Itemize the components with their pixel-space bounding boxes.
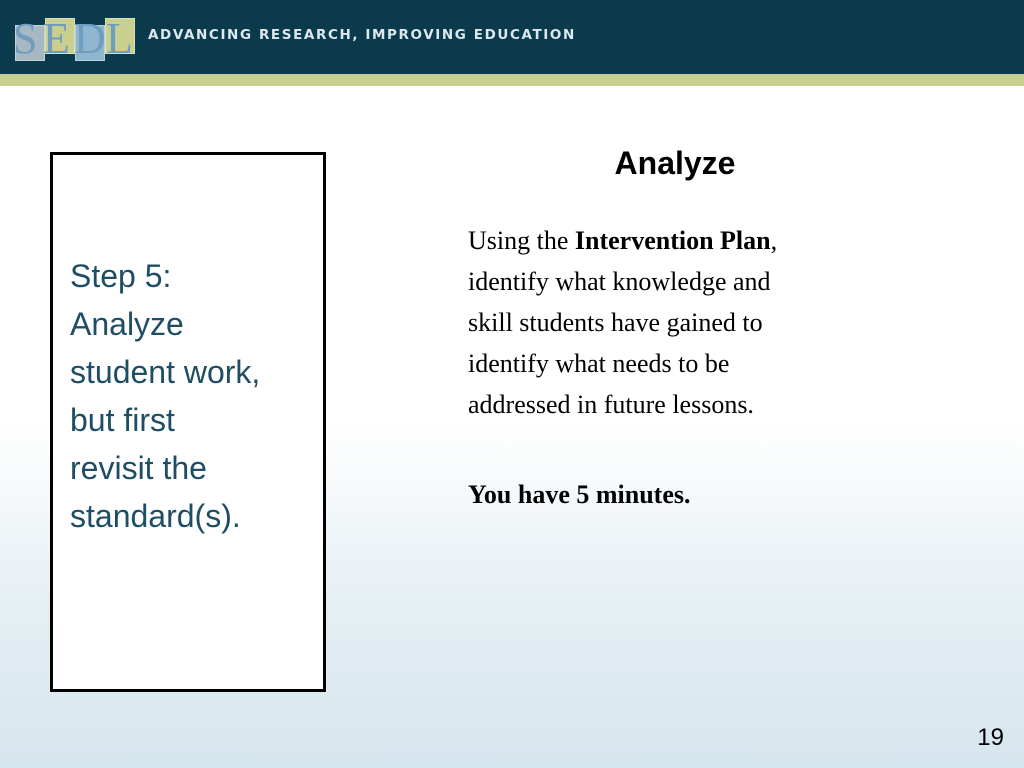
step-line: standard(s). — [70, 498, 241, 534]
intervention-plan-emphasis: Intervention Plan — [574, 226, 771, 255]
instructions-prefix: Using the — [468, 226, 575, 255]
instructions-line: addressed in future lessons. — [468, 390, 754, 419]
instructions-comma: , — [770, 226, 778, 255]
sedl-logo — [13, 13, 135, 63]
step-line: student work, — [70, 354, 261, 390]
logo-letter-l: L — [106, 14, 133, 63]
time-limit-note: You have 5 minutes. — [468, 480, 691, 509]
slide-title: Analyze — [614, 145, 736, 181]
step-line: but first — [70, 402, 175, 438]
step-box — [50, 152, 326, 692]
instructions-paragraph — [468, 220, 898, 425]
instructions-line: identify what needs to be — [468, 349, 730, 378]
logo-letter-e: E — [43, 14, 70, 63]
instructions-first-line — [468, 220, 898, 261]
logo-letter-s: S — [13, 14, 38, 63]
header-tagline: ADVANCING RESEARCH, IMPROVING EDUCATION — [148, 27, 576, 43]
step-description — [70, 252, 315, 540]
logo-letter-d: D — [74, 14, 106, 63]
step-line: Analyze — [70, 306, 184, 342]
step-line: revisit the — [70, 450, 207, 486]
instructions-line: skill students have gained to — [468, 308, 763, 337]
page-number: 19 — [977, 724, 1004, 751]
header-accent-stripe — [0, 74, 1024, 86]
instructions-line: identify what knowledge and — [468, 267, 771, 296]
header-bar — [0, 0, 1024, 74]
step-line: Step 5: — [70, 258, 172, 294]
